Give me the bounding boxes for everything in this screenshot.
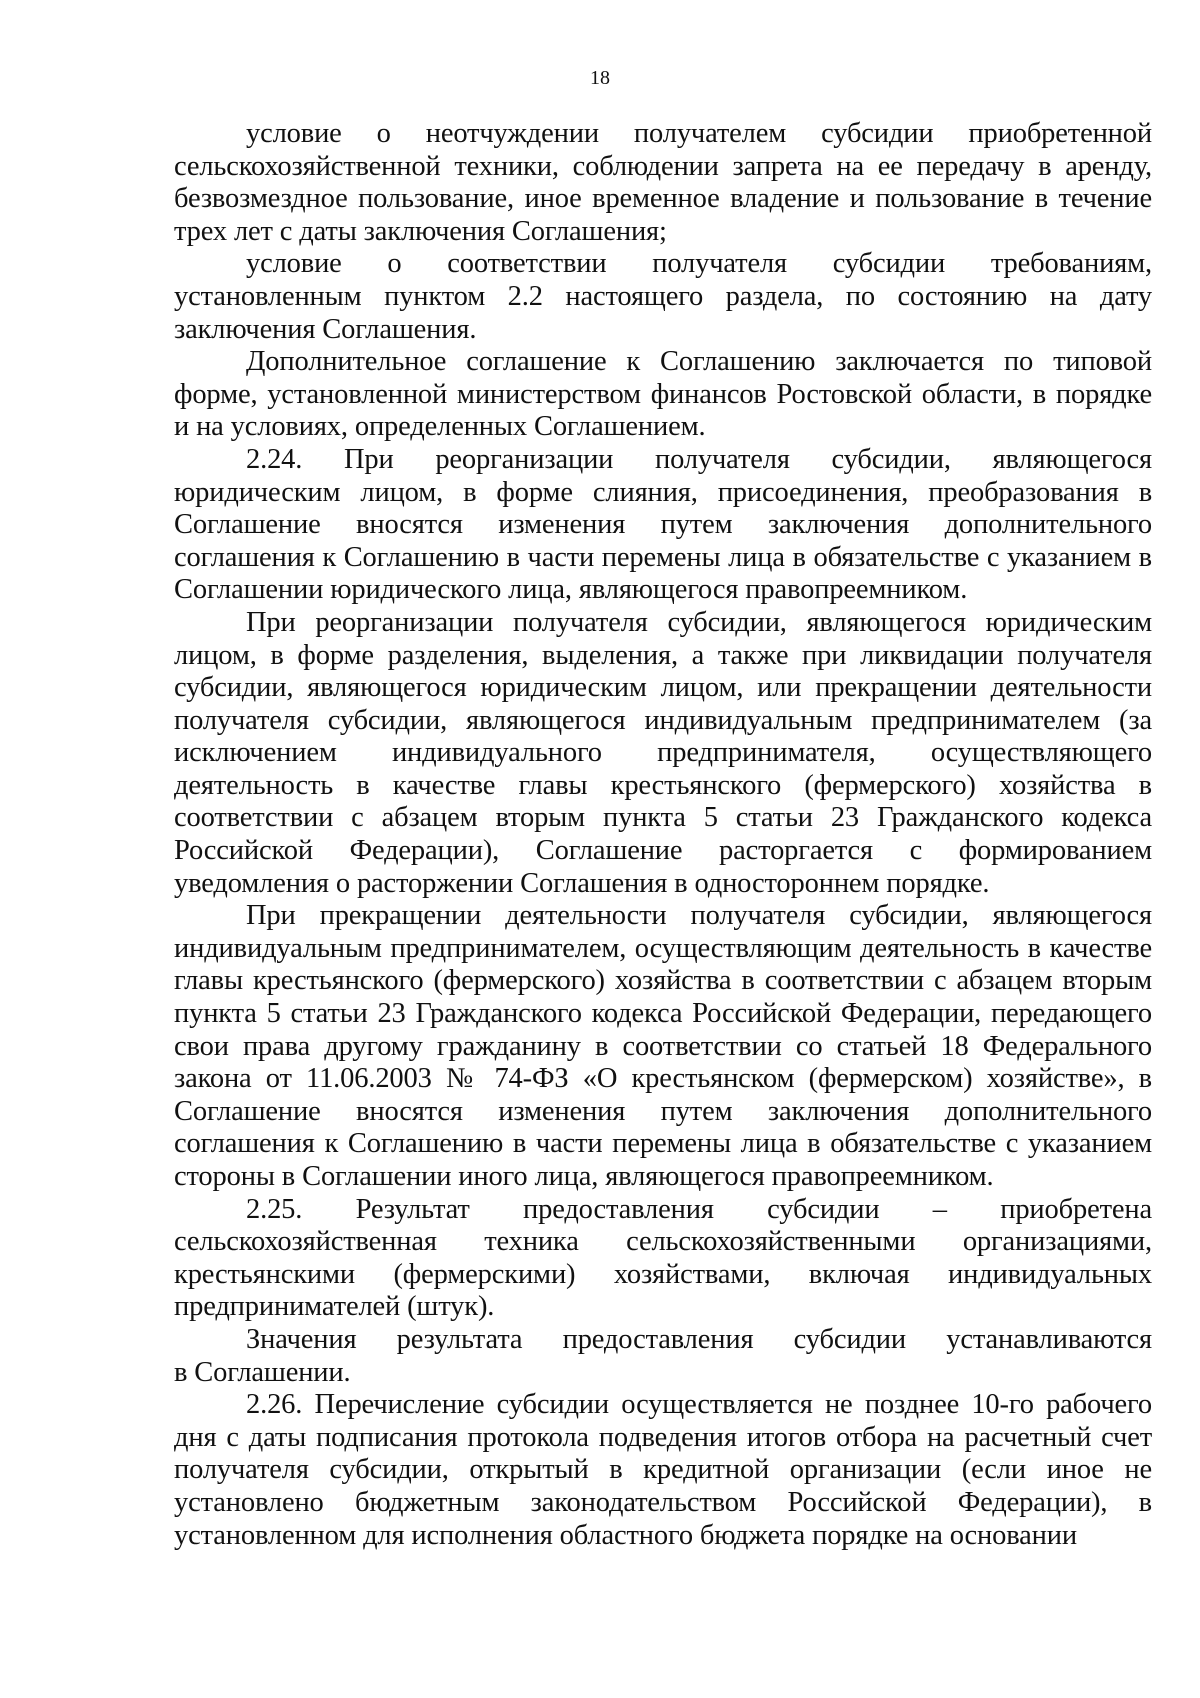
page-number: 18 [590,67,610,89]
paragraph-4 [174,444,1152,607]
paragraph-first-line: Значения результата предоставления субсидии устанавливаются [246,1323,1152,1355]
paragraph-first-line: Дополнительное соглашение к Соглашению заключается по типовой [246,346,1152,378]
paragraph-text: сельскохозяйственной техники, соблюдении запрета на ее передачу в аренду, безвозмездное пользование, иное временное владение и пользование в течение трех лет с даты заключения Соглашения; [174,150,1152,247]
paragraph-text: в Соглашении. [174,1356,351,1388]
paragraph-1 [174,118,1152,248]
paragraph-first-line: 2.24. При реорганизации получателя субсидии, являющегося [246,443,1152,475]
paragraph-3 [174,346,1152,444]
paragraph-first-line: 2.26. Перечисление субсидии осуществляется не позднее 10-го рабочего [246,1389,1152,1421]
paragraph-text: лицом, в форме разделения, выделения, а также при ликвидации получателя субсидии, являющегося юридическим лицом, или прекращении деятельности получателя субсидии, являющегося индивидуальным предпринимателем (за исключением индивидуального предпринимателя, осуществляющего деятельность в качестве главы крестьянского (фермерского) хозяйства в соответствии с абзацем вторым пункта 5 статьи 23 Гражданского кодекса Российской Федерации), Соглашение расторгается с формированием уведомления о расторжении Соглашения в одностороннем порядке. [174,639,1152,899]
paragraph-text: юридическим лицом, в форме слияния, присоединения, преобразования в Соглашение вносятся изменения путем заключения дополнительного соглашения к Соглашению в части перемены лица в обязательстве с указанием в Соглашении юридического лица, являющегося правопреемником. [174,476,1152,606]
paragraph-first-line: При реорганизации получателя субсидии, являющегося юридическим [246,606,1152,638]
paragraph-text: форме, установленной министерством финансов Ростовской области, в порядке и на условиях, определенных Соглашением. [174,378,1152,443]
paragraph-first-line: условие о соответствии получателя субсидии требованиям, [246,248,1152,280]
paragraph-first-line: условие о неотчуждении получателем субсидии приобретенной [246,118,1152,149]
paragraph-first-line: 2.25. Результат предоставления субсидии – приобретена [246,1193,1152,1225]
paragraph-6 [174,900,1152,1193]
paragraph-2 [174,248,1152,346]
paragraph-text: сельскохозяйственная техника сельскохозяйственными организациями, крестьянскими (фермерскими) хозяйствами, включая индивидуальных предпринимателей (штук). [174,1226,1152,1323]
paragraph-first-line: При прекращении деятельности получателя субсидии, являющегося [246,900,1152,932]
paragraph-text: установленным пунктом 2.2 настоящего раздела, по состоянию на дату заключения Соглашения. [174,280,1152,345]
paragraph-text: индивидуальным предпринимателем, осуществляющим деятельность в качестве главы крестьянского (фермерского) хозяйства в соответствии с абзацем вторым пункта 5 статьи 23 Гражданского кодекса Российской Федерации, передающего свои права другому гражданину в соответствии со статьей 18 Федерального закона от 11.06.2003 № 74-ФЗ «О крестьянском (фермерском) хозяйстве», в Соглашение вносятся изменения путем заключения дополнительного соглашения к Соглашению в части перемены лица в обязательстве с указанием стороны в Соглашении иного лица, являющегося правопреемником. [174,932,1152,1192]
paragraph-7 [174,1194,1152,1324]
paragraph-5 [174,607,1152,900]
paragraph-8 [174,1324,1152,1389]
document-body [174,118,1152,1552]
paragraph-9 [174,1389,1152,1552]
paragraph-text: дня с даты подписания протокола подведения итогов отбора на расчетный счет получателя субсидии, открытый в кредитной организации (если иное не установлено бюджетным законодательством Российской Федерации), в установленном для исполнения областного бюджета порядке на основании [174,1421,1152,1551]
